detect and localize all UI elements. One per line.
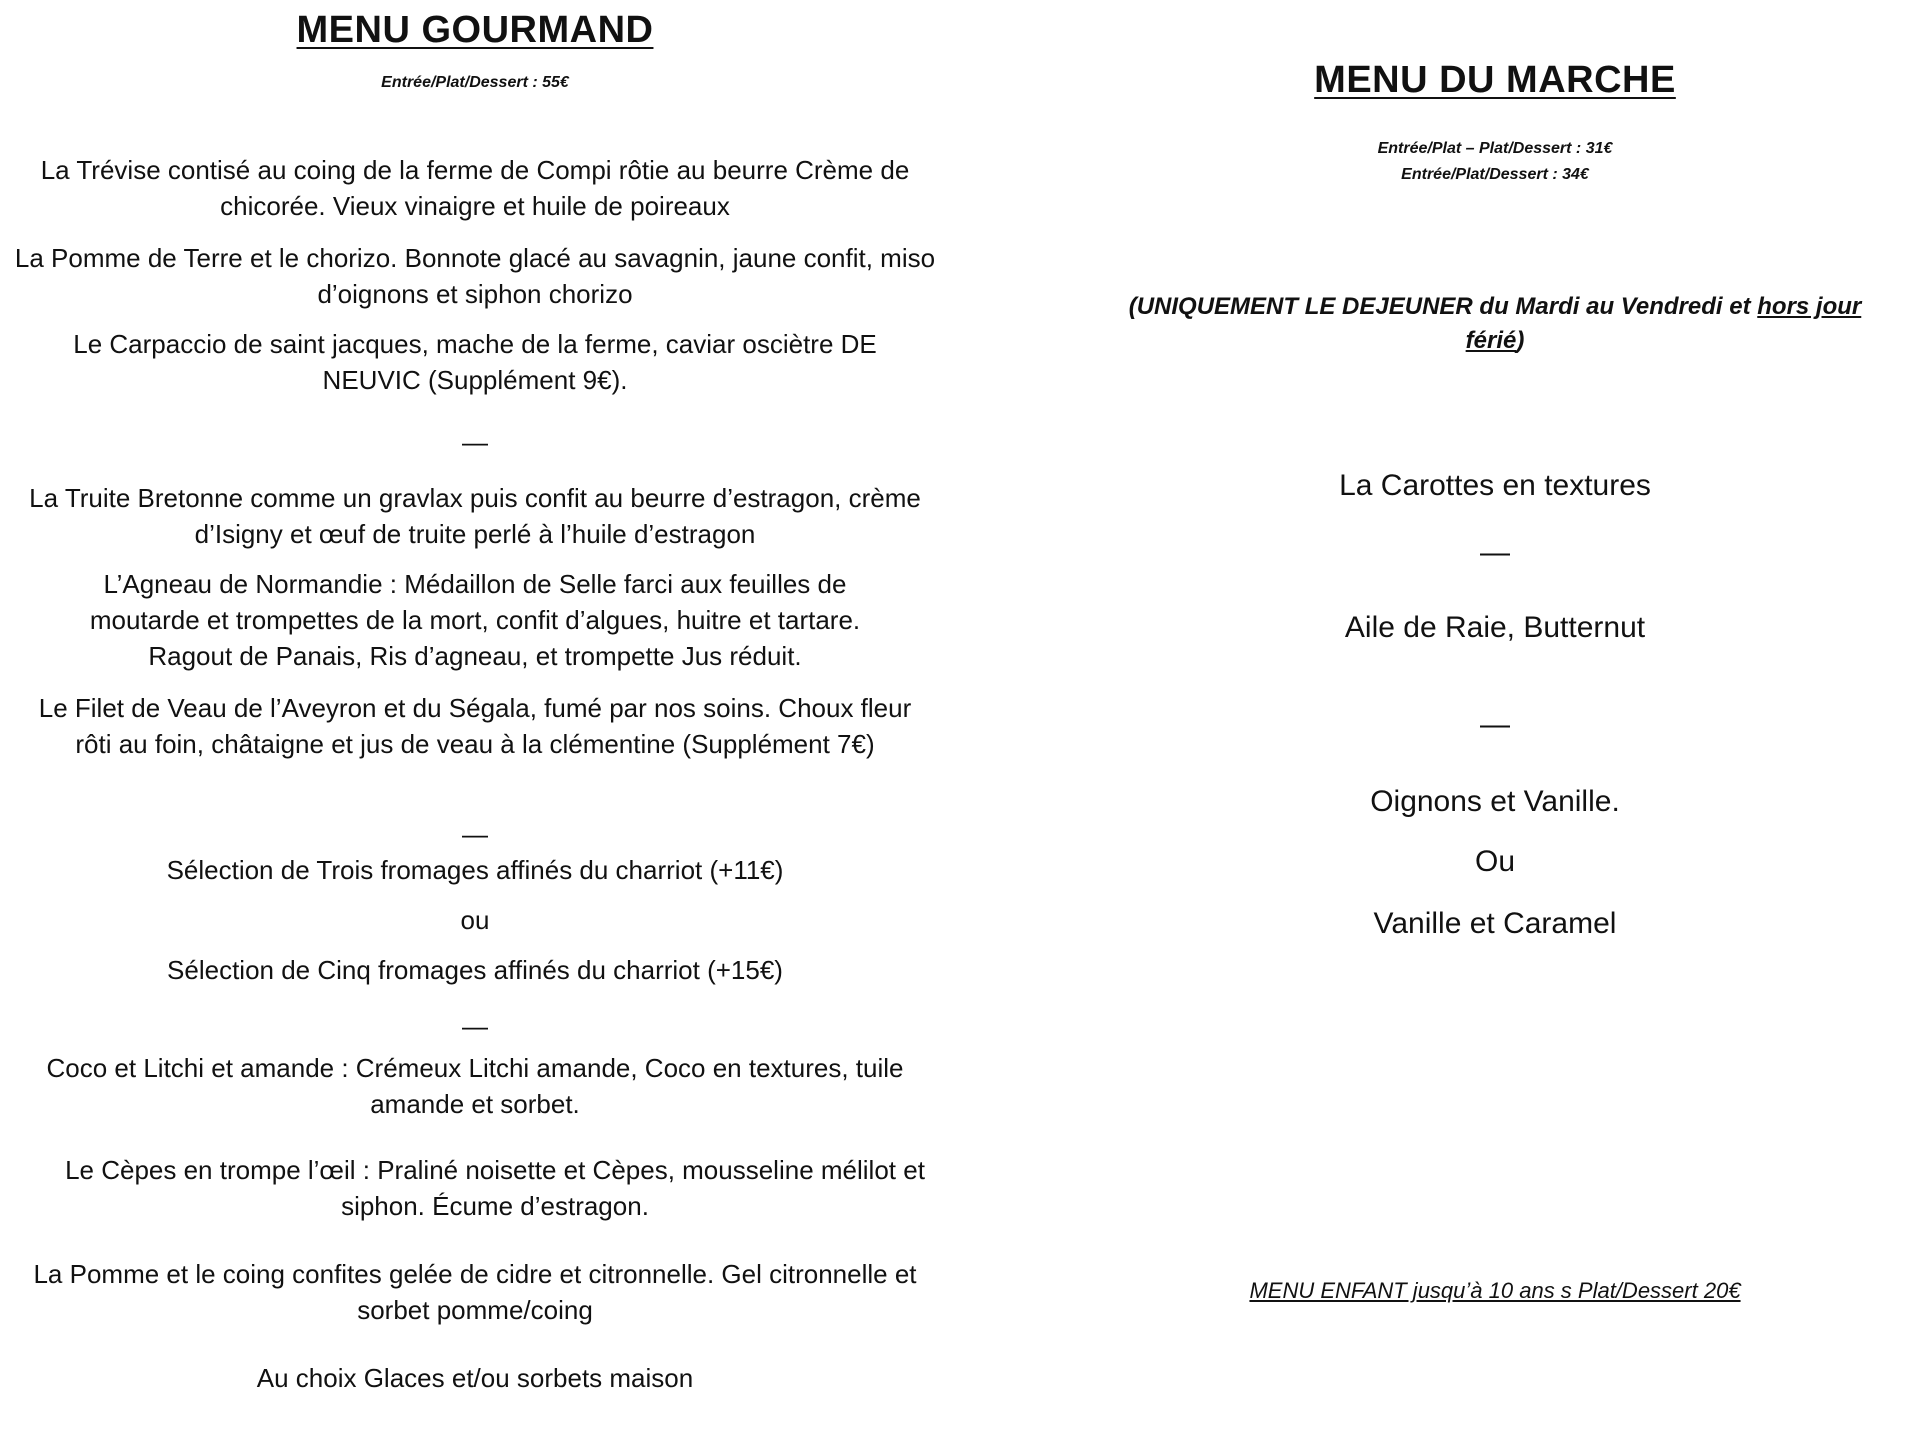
notice-open-paren: ( — [1128, 293, 1137, 320]
separator: — — [1480, 536, 1510, 569]
lunch-notice — [1105, 290, 1885, 358]
notice-holiday: hors jour férié — [1465, 293, 1862, 354]
plat-1: La Truite Bretonne comme un gravlax puis confit au beurre d’estragon, crème d’Isigny et œuf de truite perlé à l’huile d’estragon — [29, 483, 921, 549]
separator: — — [462, 1011, 488, 1041]
menu-marche-price-2: Entrée/Plat/Dessert : 34€ — [1401, 166, 1589, 183]
entree-2: La Pomme de Terre et le chorizo. Bonnote glacé au savagnin, jaune confit, miso d’oignons et siphon chorizo — [14, 243, 936, 309]
fromage-ou: ou — [460, 905, 490, 935]
marche-dessert-2: Vanille et Caramel — [1373, 907, 1617, 940]
menu-gourmand-title: MENU GOURMAND — [296, 9, 654, 51]
marche-entree: La Carottes en textures — [1339, 469, 1651, 502]
menu-gourmand-price: Entrée/Plat/Dessert : 55€ — [381, 74, 569, 91]
kids-menu: MENU ENFANT jusqu’à 10 ans s Plat/Dessert 20€ — [1249, 1278, 1741, 1303]
marche-ou: Ou — [1474, 845, 1516, 878]
dessert-1: Coco et Litchi et amande : Crémeux Litchi amande, Coco en textures, tuile amande et sorbet. — [46, 1053, 904, 1119]
marche-dessert-1: Oignons et Vanille. — [1370, 785, 1620, 818]
dessert-2: Le Cèpes en trompe l’œil : Praliné noisette et Cèpes, mousseline mélilot et siphon. Écume d’estragon. — [65, 1155, 925, 1221]
separator: — — [462, 427, 488, 457]
notice-days: du Mardi au Vendredi et — [1472, 293, 1758, 320]
marche-plat: Aile de Raie, Butternut — [1344, 611, 1646, 644]
plat-3: Le Filet de Veau de l’Aveyron et du Ségala, fumé par nos soins. Choux fleur rôti au foin, châtaigne et jus de veau à la clémentine (Supplément 7€) — [38, 693, 912, 759]
menu-marche-title: MENU DU MARCHE — [1314, 59, 1676, 101]
fromage-trois: Sélection de Trois fromages affinés du charriot (+11€) — [166, 855, 784, 885]
separator: — — [462, 819, 488, 849]
entree-1: La Trévise contisé au coing de la ferme de Compi rôtie au beurre Crème de chicorée. Vieux vinaigre et huile de poireaux — [40, 155, 910, 221]
entree-3: Le Carpaccio de saint jacques, mache de la ferme, caviar osciètre DE NEUVIC (Supplément 9€). — [73, 329, 877, 395]
dessert-3: La Pomme et le coing confites gelée de cidre et citronnelle. Gel citronnelle et sorbet pomme/coing — [33, 1259, 917, 1325]
notice-lunch-only: UNIQUEMENT LE DEJEUNER — [1136, 293, 1473, 320]
notice-close-paren: ) — [1516, 327, 1525, 354]
fromage-cinq: Sélection de Cinq fromages affinés du charriot (+15€) — [167, 955, 783, 985]
separator: — — [1480, 708, 1510, 741]
menu-marche-price-1: Entrée/Plat – Plat/Dessert : 31€ — [1377, 140, 1613, 157]
plat-2: L’Agneau de Normandie : Médaillon de Selle farci aux feuilles de moutarde et trompettes de la mort, confit d’algues, huitre et tartare. Ragout de Panais, Ris d’agneau, et trompette Jus réduit. — [89, 569, 861, 671]
dessert-4: Au choix Glaces et/ou sorbets maison — [256, 1363, 694, 1393]
